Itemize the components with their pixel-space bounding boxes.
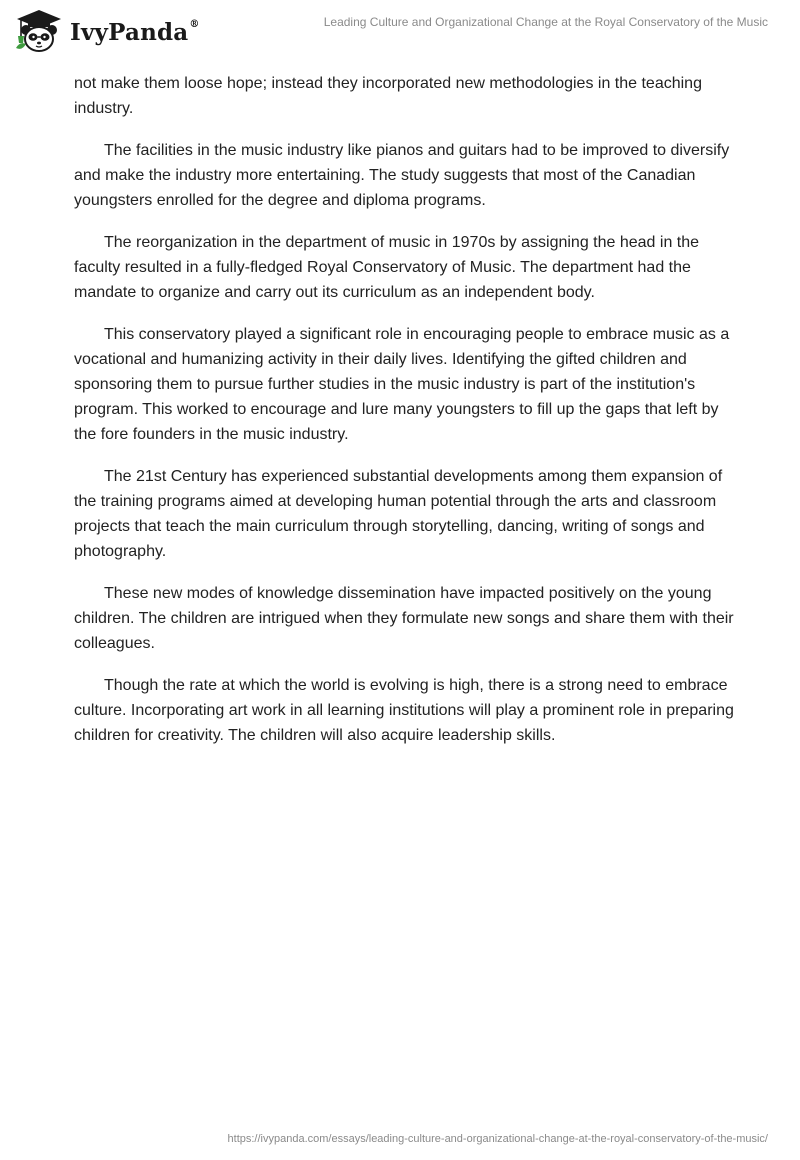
paragraph: not make them loose hope; instead they incorporated new methodologies in the teaching industry. (74, 75, 702, 117)
brand-name-text: IvyPanda (70, 18, 189, 46)
paragraph: These new modes of knowledge dissemination have impacted positively on the young children. The children are intrigued when they formulate new songs and share them with their colleagues. (74, 585, 734, 652)
essay-body (74, 71, 734, 765)
panda-graduate-icon (14, 8, 64, 54)
paragraph: The reorganization in the department of music in 1970s by assigning the head in the faculty resulted in a fully-fledged Royal Conservatory of Music. The department had the mandate to organize and carry out its curriculum as an independent body. (74, 234, 700, 301)
paragraph: The facilities in the music industry like pianos and guitars had to be improved to diversify and make the industry more entertaining. The study suggests that most of the Canadian youngsters enrolled for the degree and diploma programs. (74, 142, 730, 209)
page-header (0, 0, 800, 60)
registered-mark: ® (189, 18, 200, 30)
paragraph: Though the rate at which the world is evolving is high, there is a strong need to embrace culture. Incorporating art work in all learning institutions will play a prominent role in preparing children for creativity. The children will also acquire leadership skills. (74, 677, 734, 744)
paragraph: The 21st Century has experienced substantial developments among them expansion of the training programs aimed at developing human potential through the arts and classroom projects that teach the main curriculum through storytelling, dancing, writing of songs and photography. (74, 468, 723, 560)
brand-name (70, 19, 200, 46)
document-title: Leading Culture and Organizational Change at the Royal Conservatory of the Music (323, 15, 768, 29)
ivypanda-logo[interactable] (14, 8, 200, 54)
paragraph: This conservatory played a significant role in encouraging people to embrace music as a vocational and humanizing activity in their daily lives. Identifying the gifted children and sponsoring them to pursue further studies in the music industry is part of the institution's program. This worked to encourage and lure many youngsters to fill up the gaps that left by the fore founders in the music industry. (74, 326, 730, 443)
source-url[interactable]: https://ivypanda.com/essays/leading-culture-and-organizational-change-at-the-royal-conservatory-of-the-music/ (227, 1133, 768, 1145)
